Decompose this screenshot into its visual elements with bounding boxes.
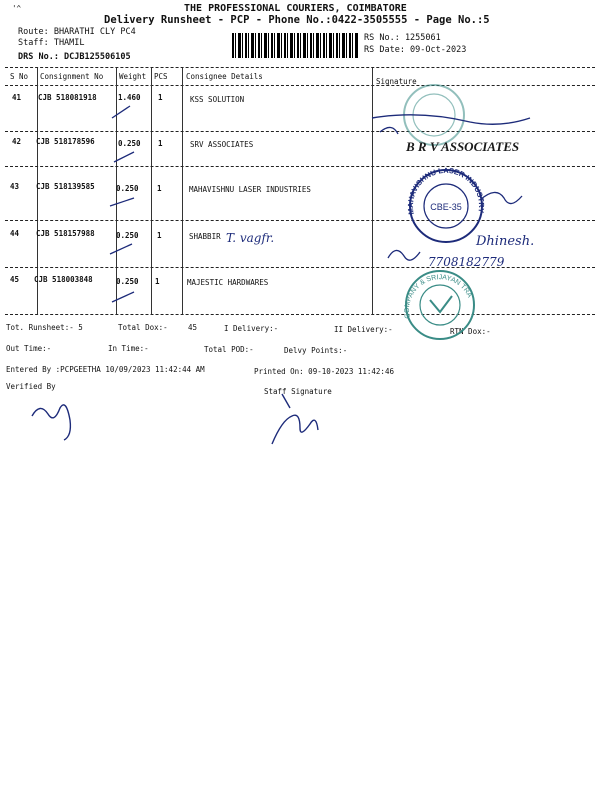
table-row-consignee: MAHAVISHNU LASER INDUSTRIES bbox=[189, 185, 311, 194]
table-row-consignment: CJB 518178596 bbox=[36, 137, 95, 146]
company-round-stamp-bottom bbox=[404, 271, 474, 339]
table-row-pcs: 1 bbox=[155, 277, 160, 286]
drs-number: DRS No.: DCJB125506105 bbox=[18, 52, 131, 62]
tick-mark bbox=[110, 244, 132, 254]
total-dox-value: 45 bbox=[188, 323, 198, 332]
verified-by: Verified By bbox=[6, 382, 56, 391]
table-row-pcs: 1 bbox=[157, 231, 162, 240]
out-time: Out Time:- bbox=[6, 344, 52, 353]
svg-text:CBE-35: CBE-35 bbox=[430, 202, 462, 212]
table-row-consignment: CJB 518081918 bbox=[38, 93, 97, 102]
table-row-consignment: CJB 518157988 bbox=[36, 229, 95, 238]
row43-signature bbox=[480, 192, 522, 203]
table-row-consignment: CJB 518139585 bbox=[36, 182, 95, 191]
table-row-sno: 44 bbox=[10, 229, 20, 238]
rs-date: RS Date: 09-Oct-2023 bbox=[364, 45, 467, 55]
printed-on: Printed On: 09-10-2023 11:42:46 bbox=[254, 367, 394, 376]
row41-signature-stroke bbox=[380, 127, 398, 134]
corner-mark: '^ bbox=[12, 4, 22, 13]
mahavishnu-stamp bbox=[406, 166, 486, 242]
total-dox: Total Dox:- bbox=[118, 323, 168, 332]
delvy-points: Delvy Points:- bbox=[284, 346, 348, 355]
i-delivery: I Delivery:- bbox=[224, 324, 279, 333]
table-row-weight: 0.250 bbox=[118, 139, 141, 148]
table-row-pcs: 1 bbox=[157, 184, 162, 193]
route: Route: BHARATHI CLY PC4 bbox=[18, 27, 136, 37]
table-row-consignee: KSS SOLUTION bbox=[190, 95, 245, 104]
table-row-weight: 0.250 bbox=[116, 231, 139, 240]
col-header-pcs: PCS bbox=[154, 72, 168, 81]
row41-signature bbox=[372, 115, 530, 124]
staff-signature-label: Staff Signature bbox=[264, 387, 332, 396]
table-row-sno: 42 bbox=[12, 137, 22, 146]
table-row-weight: 0.250 bbox=[116, 277, 139, 286]
col-header-signature: Signature bbox=[376, 77, 417, 86]
table-row-consignee: SHABBIR bbox=[189, 232, 221, 241]
row44-signature bbox=[388, 250, 420, 260]
tick-mark bbox=[114, 152, 134, 162]
brv-associates-stamp: B R V ASSOCIATES bbox=[406, 139, 520, 154]
total-pod: Total POD:- bbox=[204, 345, 254, 354]
table-row-weight: 1.460 bbox=[118, 93, 141, 102]
staff: Staff: THAMIL bbox=[18, 38, 85, 48]
sheet-title: Delivery Runsheet - PCP - Phone No.:0422-3505555 - Page No.:5 bbox=[104, 14, 490, 26]
col-header-consignee: Consignee Details bbox=[186, 72, 263, 81]
tick-mark bbox=[112, 292, 134, 302]
rtn-dox: RTN Dox:- bbox=[450, 327, 491, 336]
ii-delivery: II Delivery:- bbox=[334, 325, 393, 334]
row44-handwritten-name: T. vagfr. bbox=[226, 231, 275, 245]
table-row-pcs: 1 bbox=[158, 93, 163, 102]
staff-signature bbox=[272, 394, 318, 444]
handwritten-phone: 7708182779 bbox=[428, 255, 505, 269]
verified-by-signature bbox=[32, 405, 70, 440]
tot-runsheet: Tot. Runsheet:- 5 bbox=[6, 323, 83, 332]
svg-text:COMPANY & SRIJAYAN TRA: COMPANY & SRIJAYAN TRA bbox=[403, 274, 473, 319]
dhinesh-handwriting: Dhinesh. bbox=[476, 234, 535, 249]
company-title: THE PROFESSIONAL COURIERS, COIMBATORE bbox=[184, 3, 407, 14]
table-row-consignment: CJB 518003848 bbox=[34, 275, 93, 284]
table-row-pcs: 1 bbox=[158, 139, 163, 148]
svg-text:MAHAVISHNU LASER INDUSTRY: MAHAVISHNU LASER INDUSTRY bbox=[405, 165, 487, 216]
table-row-sno: 43 bbox=[10, 182, 20, 191]
entered-by: Entered By :PCPGEETHA 10/09/2023 11:42:44 AM bbox=[6, 365, 205, 374]
table-row-sno: 45 bbox=[10, 275, 20, 284]
tick-mark bbox=[112, 106, 130, 118]
col-header-consignment: Consignment No bbox=[40, 72, 104, 81]
table-row-consignee: SRV ASSOCIATES bbox=[190, 140, 254, 149]
col-header-weight: Weight bbox=[119, 72, 147, 81]
rs-number: RS No.: 1255061 bbox=[364, 33, 441, 43]
in-time: In Time:- bbox=[108, 344, 149, 353]
tick-mark bbox=[110, 198, 134, 206]
table-row-consignee: MAJESTIC HARDWARES bbox=[187, 278, 269, 287]
table-row-weight: 0.250 bbox=[116, 184, 139, 193]
col-header-sno: S No bbox=[10, 72, 29, 81]
table-row-sno: 41 bbox=[12, 93, 22, 102]
